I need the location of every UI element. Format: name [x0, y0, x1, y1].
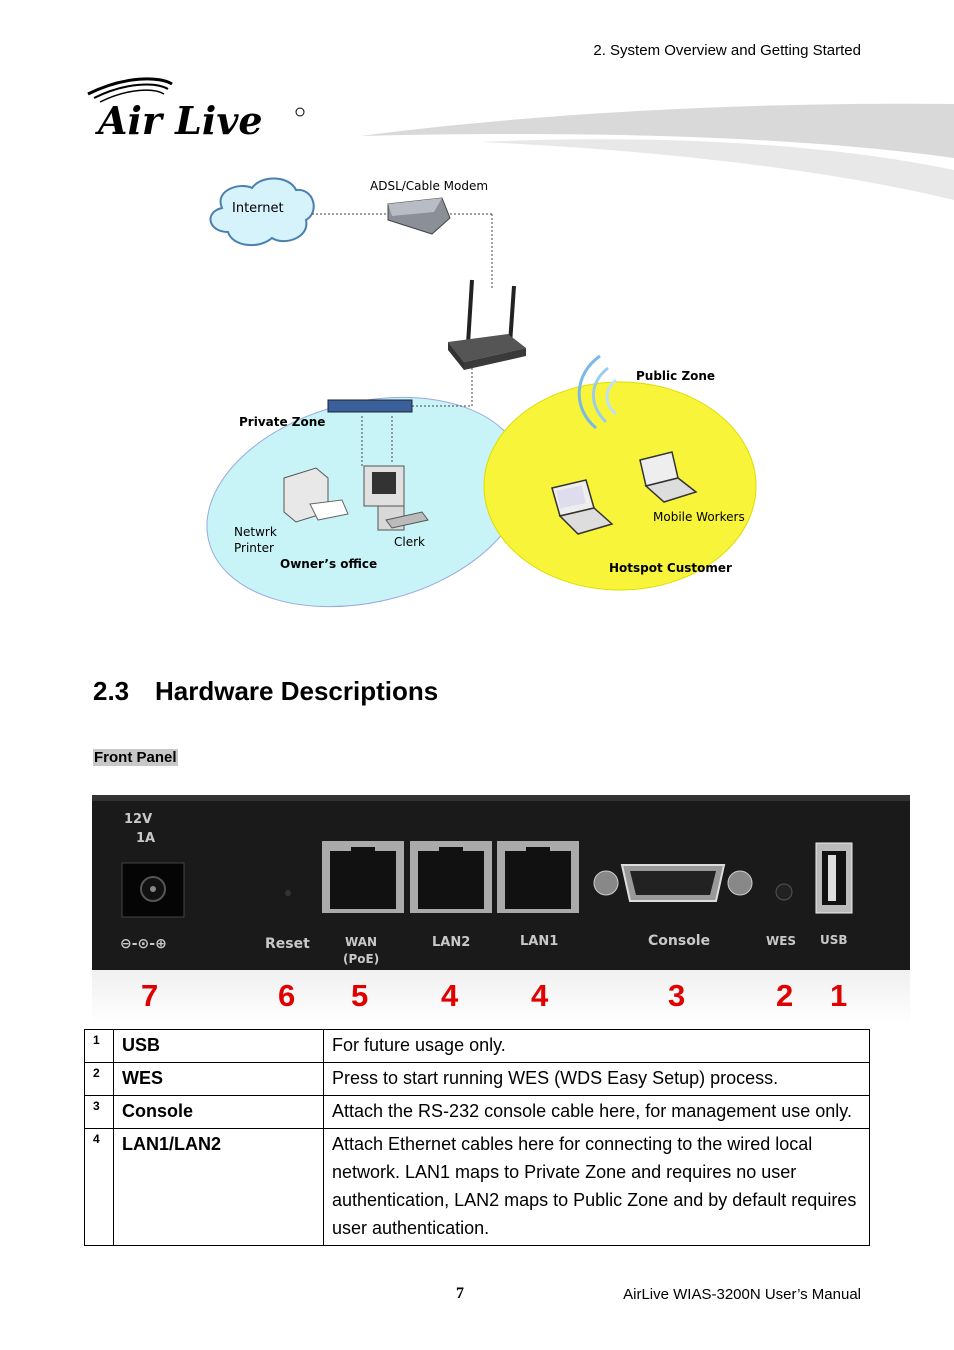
hotspot-customer-label: Hotspot Customer — [609, 561, 732, 575]
reset-hole — [285, 890, 291, 896]
row-name: WES — [114, 1063, 324, 1096]
usb-label: USB — [820, 933, 848, 947]
table-row — [85, 1063, 870, 1096]
table-row — [85, 1129, 870, 1246]
private-zone-label: Private Zone — [239, 415, 326, 429]
printer-label-1: Netwrk — [234, 525, 277, 539]
logo-wordmark: Air Live — [98, 98, 263, 142]
lan2-port — [410, 841, 492, 913]
internet-label: Internet — [232, 201, 284, 216]
wan-port — [322, 841, 404, 913]
wan-label: WAN — [345, 935, 378, 949]
polarity-symbol: ⊖-⊙-⊕ — [120, 936, 167, 952]
row-description: Press to start running WES (WDS Easy Setup) process. — [324, 1063, 870, 1096]
running-header: 2. System Overview and Getting Started — [593, 42, 861, 59]
console-label: Console — [648, 933, 711, 949]
row-name: USB — [114, 1030, 324, 1063]
power-rating-voltage: 12V — [124, 812, 153, 827]
poe-label: (PoE) — [343, 952, 380, 966]
port-number: 2 — [776, 978, 794, 1013]
port-number-strip — [92, 970, 910, 1024]
port-number: 7 — [141, 978, 159, 1013]
port-number: 4 — [441, 978, 459, 1013]
owners-office-label: Owner’s office — [280, 557, 378, 571]
row-description: Attach the RS-232 console cable here, for management use only. — [324, 1096, 870, 1129]
lan1-port — [497, 841, 579, 913]
modem-label: ADSL/Cable Modem — [370, 179, 489, 193]
mobile-workers-label: Mobile Workers — [653, 510, 745, 524]
clerk-label: Clerk — [394, 535, 425, 549]
port-number: 5 — [351, 978, 369, 1013]
printer-label-2: Printer — [234, 541, 274, 555]
network-diagram — [192, 168, 760, 608]
usb-port — [816, 843, 852, 913]
lan2-label: LAN2 — [432, 935, 471, 950]
port-number: 6 — [278, 978, 296, 1013]
row-description: For future usage only. — [324, 1030, 870, 1063]
row-index: 1 — [85, 1030, 114, 1063]
row-index: 2 — [85, 1063, 114, 1096]
port-number: 4 — [531, 978, 549, 1013]
row-name: LAN1/LAN2 — [114, 1129, 324, 1246]
front-panel-image — [92, 795, 910, 970]
section-number: 2.3 — [93, 676, 130, 706]
wes-label: WES — [766, 934, 797, 948]
hardware-description-table — [84, 1029, 870, 1246]
lan1-label: LAN1 — [520, 934, 559, 949]
public-zone-label: Public Zone — [636, 369, 716, 383]
port-number: 1 — [830, 978, 848, 1013]
front-panel-label: Front Panel — [94, 749, 177, 766]
row-name: Console — [114, 1096, 324, 1129]
row-description: Attach Ethernet cables here for connecting to the wired local network. LAN1 maps to Private Zone and requires no user authentication, LAN2 maps to Public Zone and by default requires user authentication. — [324, 1129, 870, 1246]
port-number: 3 — [668, 978, 686, 1013]
wes-button — [776, 884, 792, 900]
section-title: Hardware Descriptions — [155, 676, 439, 706]
row-index: 3 — [85, 1096, 114, 1129]
reset-label: Reset — [265, 936, 310, 952]
table-row — [85, 1030, 870, 1063]
page-number: 7 — [456, 1285, 464, 1302]
power-rating-current: 1A — [136, 831, 156, 846]
table-row — [85, 1096, 870, 1129]
airlive-logo — [84, 76, 314, 142]
manual-title: AirLive WIAS-3200N User’s Manual — [623, 1286, 861, 1303]
row-index: 4 — [85, 1129, 114, 1246]
section-heading — [93, 676, 438, 707]
power-jack — [122, 863, 184, 917]
